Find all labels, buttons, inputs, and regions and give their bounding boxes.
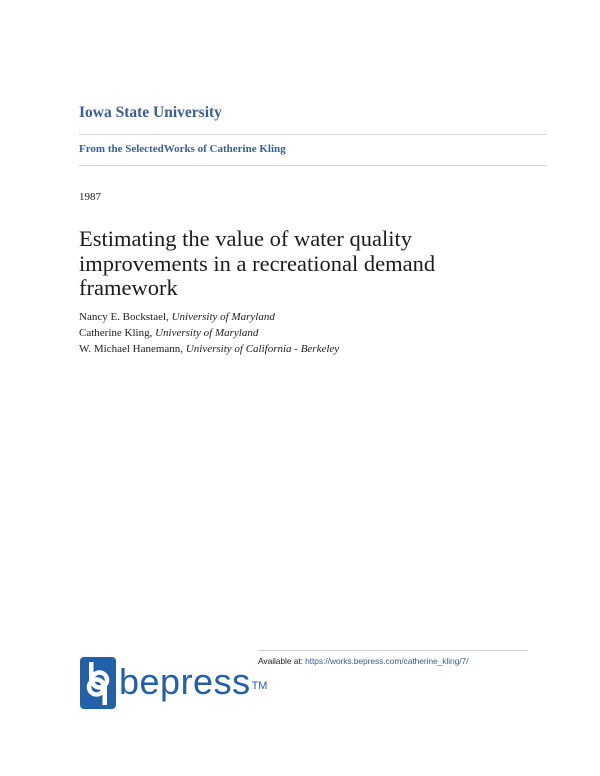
author-entry: W. Michael Hanemann, University of California - Berkeley xyxy=(79,343,340,355)
divider xyxy=(79,134,546,135)
collection-link[interactable]: From the SelectedWorks of Catherine Kling xyxy=(79,143,286,155)
author-entry: Nancy E. Bockstael, University of Maryland xyxy=(79,311,275,323)
author-affiliation: University of Maryland xyxy=(171,311,275,323)
author-affiliation: University of California - Berkeley xyxy=(185,343,340,355)
divider xyxy=(79,165,546,166)
author-affiliation: University of Maryland xyxy=(155,327,259,339)
available-label: Available at: xyxy=(258,656,303,666)
paper-title: Estimating the value of water quality improvements in a recreational demand framework xyxy=(79,226,436,300)
trademark-mark: TM xyxy=(251,680,268,692)
brand-name: bepress xyxy=(119,661,251,702)
availability-note xyxy=(258,656,468,666)
publication-year: 1987 xyxy=(79,191,101,203)
author-name: Catherine Kling xyxy=(79,327,150,339)
author-list xyxy=(79,309,339,357)
author-name: Nancy E. Bockstael xyxy=(79,311,167,323)
source-url-link[interactable]: https://works.bepress.com/catherine_kling/7/ xyxy=(305,656,469,666)
author-name: W. Michael Hanemann xyxy=(79,343,181,355)
institution-link[interactable]: Iowa State University xyxy=(79,104,222,121)
divider xyxy=(258,650,528,651)
bepress-wordmark xyxy=(119,662,267,702)
bepress-logo-icon xyxy=(80,657,116,709)
author-entry: Catherine Kling, University of Maryland xyxy=(79,327,259,339)
